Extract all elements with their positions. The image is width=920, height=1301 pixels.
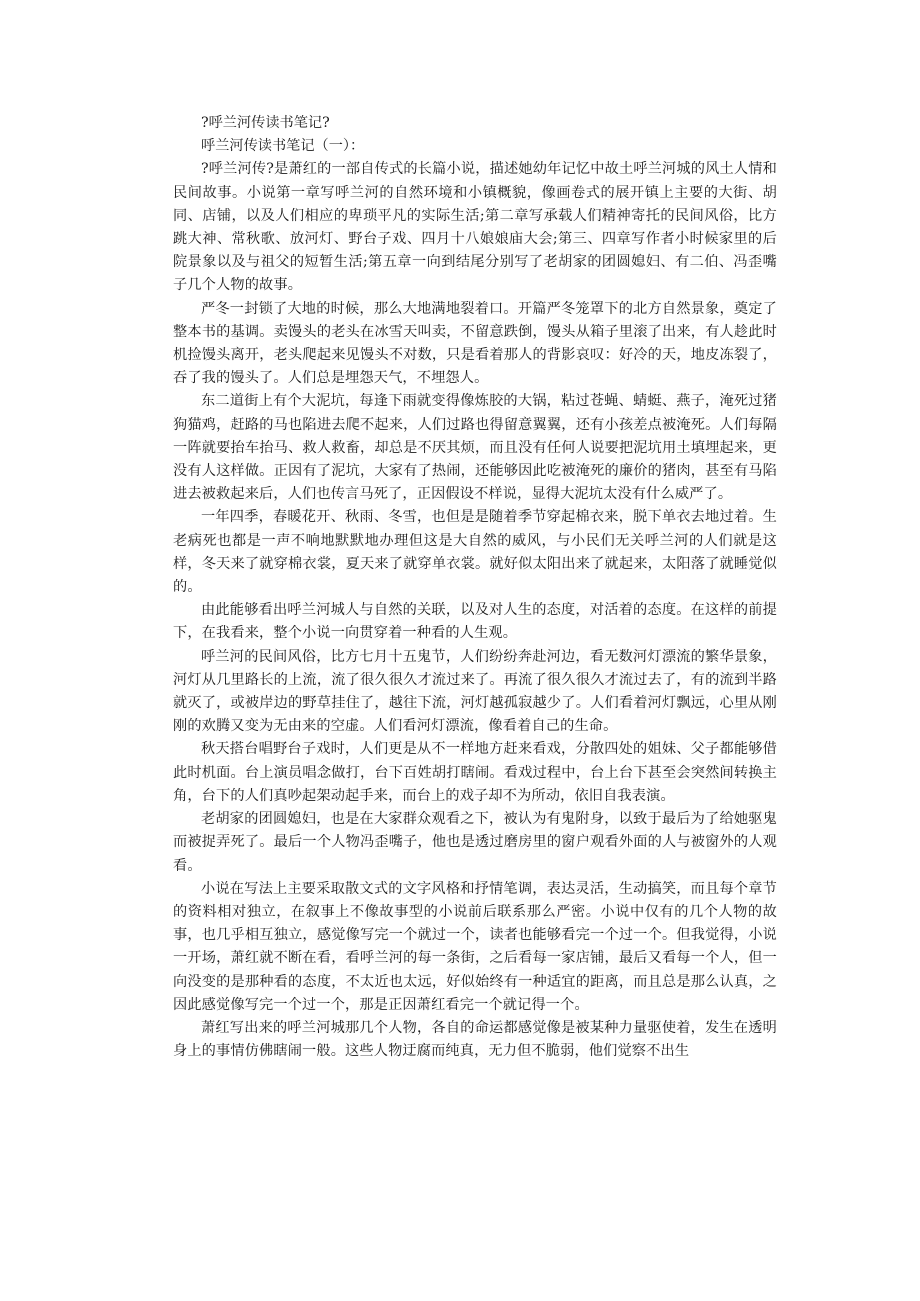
paragraph-8: 老胡家的团圆媳妇，也是在大家群众观看之下，被认为有鬼附身，以致于最后为了给她驱鬼而被捉弄死了。最后一个人物冯歪嘴子，他也是透过磨房里的窗户观看外面的人与被窗外的人观看。 xyxy=(173,811,777,874)
paragraph-7: 秋天搭台唱野台子戏时，人们更是从不一样地方赶来看戏，分散四处的姐妹、父子都能够借此时机面。台上演员唱念做打，台下百姓胡打瞎闹。看戏过程中，台上台下甚至会突然间转换主角，台下的人们真吵起架动起手来，而台上的戏子却不为所动，依旧自我表演。 xyxy=(173,741,777,804)
paragraph-10: 萧红写出来的呼兰河城那几个人物，各自的命运都感觉像是被某种力量驱使着，发生在透明身上的事情仿佛瞎闹一般。这些人物迂腐而纯真，无力但不脆弱，他们觉察不出生 xyxy=(173,1019,777,1060)
document-subtitle: 呼兰河传读书笔记（一）： xyxy=(201,138,365,155)
paragraph-2: 严冬一封锁了大地的时候，那么大地满地裂着口。开篇严冬笼罩下的北方自然景象，奠定了整本书的基调。卖馒头的老头在冰雪天叫卖，不留意跌倒，馒头从箱子里滚了出来，有人趁此时机捡馒头离开，老头爬起来见馒头不对数，只是看着那人的背影哀叹：好冷的天，地皮冻裂了，吞了我的馒头了。人们总是埋怨天气，不埋怨人。 xyxy=(173,300,777,387)
paragraph-3: 东二道街上有个大泥坑，每逢下雨就变得像炼胶的大锅，粘过苍蝇、蜻蜓、燕子，淹死过猪狗猫鸡，赶路的马也陷进去爬不起来，人们过路也得留意翼翼，还有小孩差点被淹死。人们每隔一阵就要抬车抬马、救人救畜，却总是不厌其烦，而且没有任何人说要把泥坑用土填埋起来，更没有人这样做。正因有了泥坑，大家有了热闹，还能够因此吃被淹死的廉价的猪肉，甚至有马陷进去被救起来后，人们也传言马死了，正因假设不样说，显得大泥坑太没有什么威严了。 xyxy=(173,393,777,503)
paragraph-4: 一年四季，春暖花开、秋雨、冬雪，也但是是随着季节穿起棉衣来，脱下单衣去地过着。生老病死也都是一声不响地默默地办理但这是大自然的威风，与小民们无关呼兰河的人们就是这样，冬天来了就穿棉衣裳，夏天来了就穿单衣裳。就好似太阳出来了就起来，太阳落了就睡觉似的。 xyxy=(173,509,777,596)
paragraph-1: ?呼兰河传?是萧红的一部自传式的长篇小说，描述她幼年记忆中故土呼兰河城的风土人情和民间故事。小说第一章写呼兰河的自然环境和小镇概貌，像画卷式的展开镇上主要的大街、胡同、店铺，以及人们相应的卑琐平凡的实际生活;第二章写承载人们精神寄托的民间风俗，比方跳大神、常秋歌、放河灯、野台子戏、四月十八娘娘庙大会;第三、四章写作者小时候家里的后院景象以及与祖父的短暂生活;第五章一向到结尾分别写了老胡家的团圆媳妇、有二伯、冯歪嘴子几个人物的故事。 xyxy=(173,161,777,294)
document-page xyxy=(173,112,777,1063)
paragraph-9: 小说在写法上主要采取散文式的文字风格和抒情笔调，表达灵活，生动搞笑，而且每个章节的资料相对独立，在叙事上不像故事型的小说前后联系那么严密。小说中仅有的几个人物的故事，也几乎相互独立，感觉像写完一个就过一个，读者也能够看完一个过一个。但我觉得，小说一开场，萧红就不断在看，看呼兰河的每一条街，之后看每一家店铺，最后又看每一个人，但一向没变的是那种看的态度，不太近也太远，好似始终有一种适宜的距离，而且总是那么认真，之因此感觉像写完一个过一个，那是正因萧红看完一个就记得一个。 xyxy=(173,880,777,1013)
paragraph-6: 呼兰河的民间风俗，比方七月十五鬼节，人们纷纷奔赴河边，看无数河灯漂流的繁华景象，河灯从几里路长的上流，流了很久很久才流过来了。再流了很久很久才流过去了，有的流到半路就灭了，或被岸边的野草挂住了，越往下流，河灯越孤寂越少了。人们看着河灯飘远，心里从刚刚的欢腾又变为无由来的空虚。人们看河灯漂流，像看着自己的生命。 xyxy=(173,648,777,735)
document-title: ?呼兰河传读书笔记? xyxy=(201,115,330,131)
paragraph-5: 由此能够看出呼兰河城人与自然的关联，以及对人生的态度，对活着的态度。在这样的前提下，在我看来，整个小说一向贯穿着一种看的人生观。 xyxy=(173,602,777,642)
